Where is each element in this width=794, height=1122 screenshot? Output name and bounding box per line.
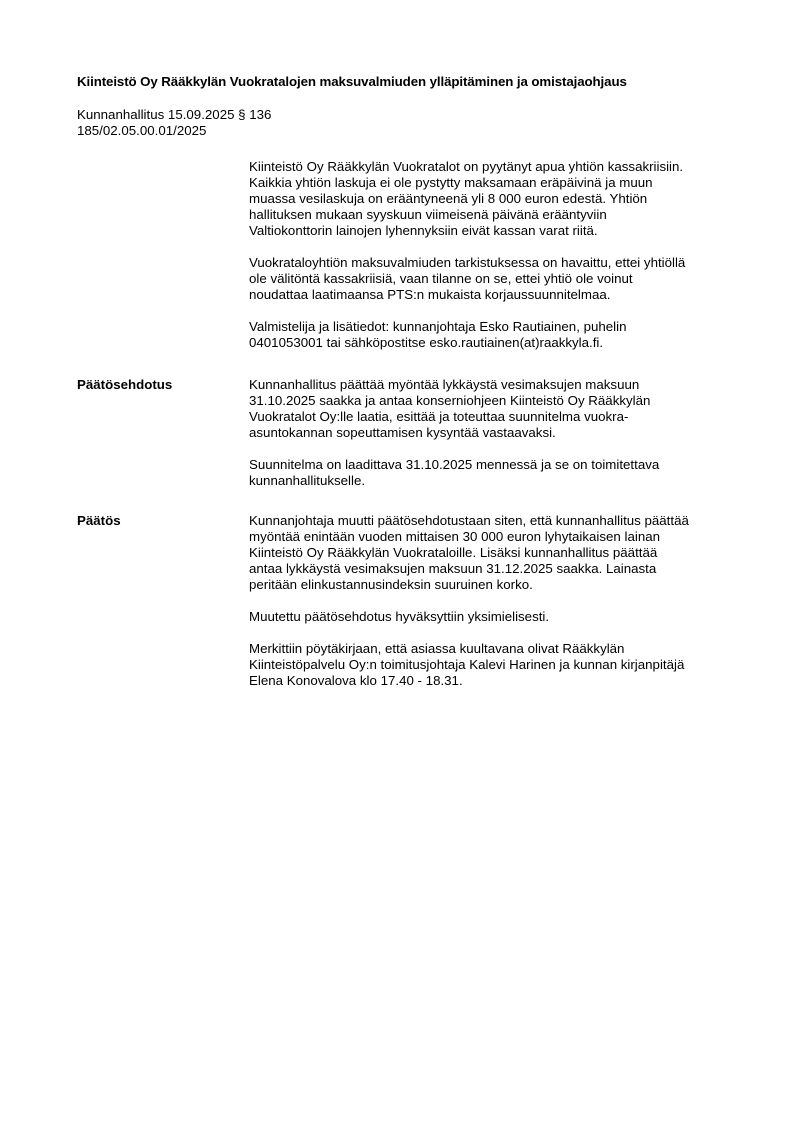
text-line: myöntää enintään vuoden mittaisen 30 000 euron lyhytaikaisen lainan [249,529,661,544]
text-line: Kunnanhallitus päättää myöntää lykkäystä vesimaksujen maksuun [249,377,640,392]
text-line: Vuokrataloyhtiön maksuvalmiuden tarkistuksessa on havaittu, ettei yhtiöllä [249,255,686,270]
text-line: peritään elinkustannusindeksin suuruinen korko. [249,577,533,592]
text-line: Kunnanjohtaja muutti päätösehdotustaan siten, että kunnanhallitus päättää [249,513,689,528]
proposal-label: Päätösehdotus [77,377,173,392]
background-paragraph [249,159,749,239]
decision-paragraph [249,513,749,593]
text-line: Vuokratalot Oy:lle laatia, esittää ja toteuttaa suunnitelma vuokra- [249,409,629,424]
decision-label: Päätös [77,513,121,528]
proposal-paragraph [249,377,749,441]
text-line: noudattaa laatimaansa PTS:n mukaista korjaussuunnitelmaa. [249,287,611,302]
text-line: 31.10.2025 saakka ja antaa konserniohjeen Kiinteistö Oy Rääkkylän [249,393,651,408]
background-paragraph [249,255,749,303]
decision-body [249,513,749,705]
text-line: Muutettu päätösehdotus hyväksyttiin yksimielisesti. [249,609,550,624]
text-line: Valmistelija ja lisätiedot: kunnanjohtaja Esko Rautiainen, puhelin [249,319,627,334]
text-line: kunnanhallitukselle. [249,473,366,488]
text-line: 0401053001 tai sähköpostitse esko.rautiainen(at)raakkyla.fi. [249,335,604,350]
text-line: Valtiokonttorin lainojen lyhennyksiin eivät kassan varat riitä. [249,223,598,238]
text-line: ole välitöntä kassakriisiä, vaan tilanne on se, ettei yhtiö ole voinut [249,271,633,286]
text-line: Kiinteistö Oy Rääkkylän Vuokrataloille. Lisäksi kunnanhallitus päättää [249,545,658,560]
decision-paragraph [249,609,749,625]
text-line: Kiinteistöpalvelu Oy:n toimitusjohtaja Kalevi Harinen ja kunnan kirjanpitäjä [249,657,685,672]
text-line: Kiinteistö Oy Rääkkylän Vuokratalot on pyytänyt apua yhtiön kassakriisiin. [249,159,684,174]
text-line: Suunnitelma on laadittava 31.10.2025 mennessä ja se on toimitettava [249,457,660,472]
decision-paragraph [249,641,749,689]
meeting-reference: Kunnanhallitus 15.09.2025 § 136 [77,107,272,122]
text-line: Elena Konovalova klo 17.40 - 18.31. [249,673,463,688]
text-line: asuntokannan sopeuttamisen kysyntää vastaavaksi. [249,425,556,440]
background-body [249,159,749,367]
text-line: Merkittiin pöytäkirjaan, että asiassa kuultavana olivat Rääkkylän [249,641,625,656]
document-title: Kiinteistö Oy Rääkkylän Vuokratalojen maksuvalmiuden ylläpitäminen ja omistajaohjaus [77,74,627,89]
record-number: 185/02.05.00.01/2025 [77,123,207,138]
text-line: muassa vesilaskuja on erääntyneenä yli 8 000 euron edestä. Yhtiön [249,191,648,206]
preparer-paragraph [249,319,749,351]
text-line: Kaikkia yhtiön laskuja ei ole pystytty maksamaan eräpäivinä ja muun [249,175,653,190]
text-line: antaa lykkäystä vesimaksujen maksuun 31.12.2025 saakka. Lainasta [249,561,657,576]
document-meta [77,107,271,139]
proposal-paragraph [249,457,749,489]
proposal-body [249,377,749,505]
text-line: hallituksen mukaan syyskuun viimeisenä päivänä erääntyviin [249,207,607,222]
